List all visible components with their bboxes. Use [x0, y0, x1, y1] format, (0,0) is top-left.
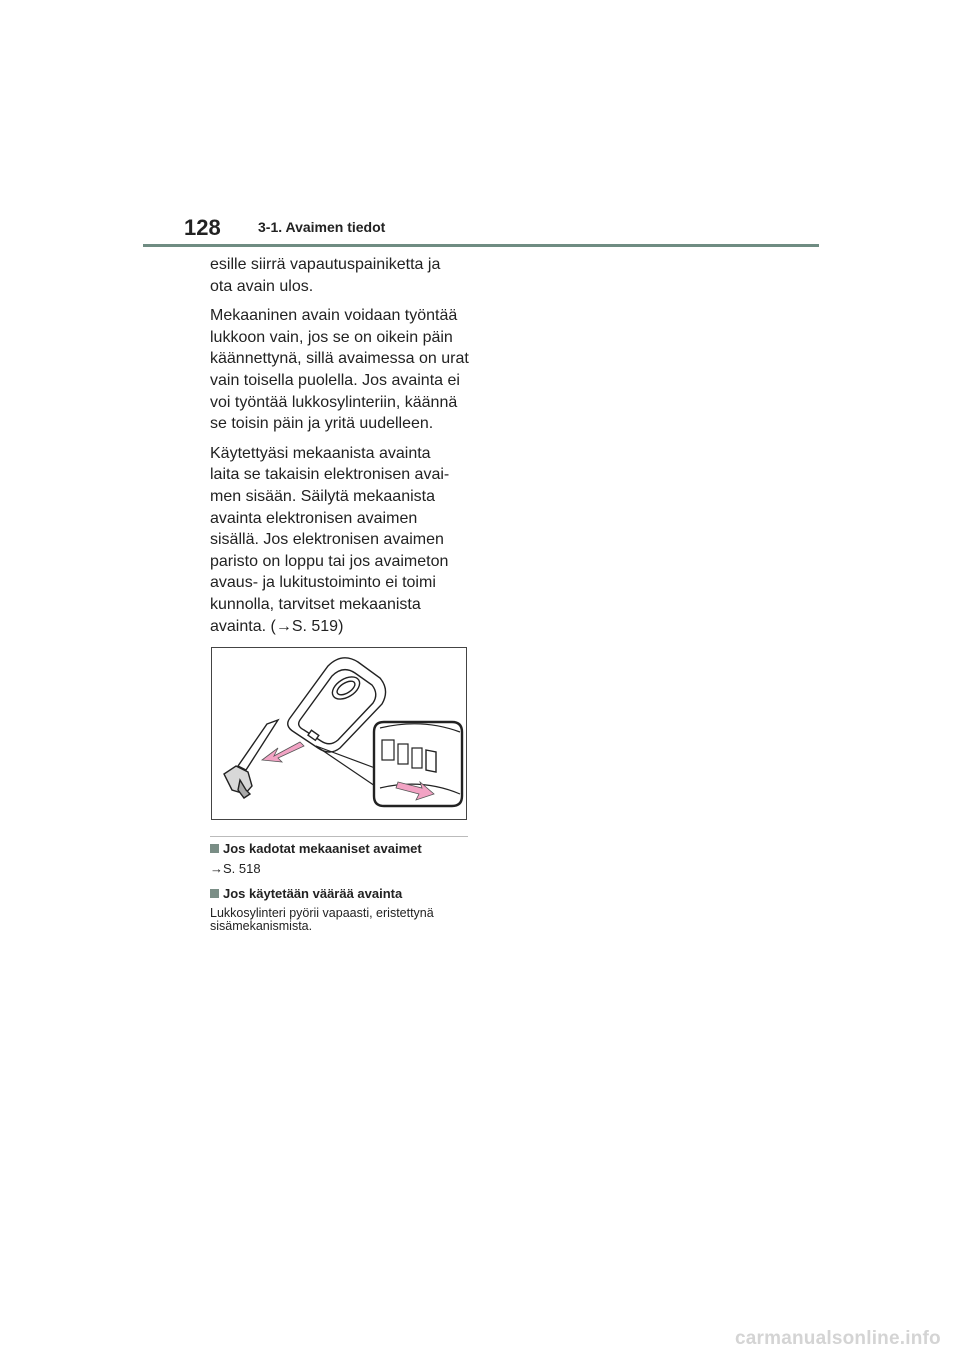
line: Käytettyäsi mekaanista avainta [210, 444, 431, 462]
watermark: carmanualsonline.info [735, 1328, 941, 1349]
key-illustration [211, 647, 467, 820]
line: Mekaaninen avain voidaan työntää [210, 307, 458, 325]
body-text [210, 254, 480, 645]
note-heading-text: Jos kadotat mekaaniset avaimet [223, 841, 422, 856]
line: vain toisella puolella. Jos avainta ei [210, 371, 460, 389]
square-bullet-icon [210, 889, 219, 898]
page-number: 128 [184, 215, 221, 240]
note-heading-wrong-key [210, 886, 402, 901]
line: käännettynä, sillä avaimessa on urat [210, 350, 469, 368]
note-text-lost-keys: →S. 518 [210, 861, 261, 876]
paragraph-2 [210, 305, 480, 435]
note-heading-lost-keys [210, 841, 422, 856]
key-fob-icon [288, 658, 386, 752]
line: avainta. (→S. 519) [210, 617, 344, 635]
notes-rule [210, 836, 468, 837]
line: voi työntää lukkosylinteriin, käännä [210, 393, 458, 411]
line: sisällä. Jos elektronisen avaimen [210, 531, 444, 549]
note-heading-text: Jos käytetään väärää avainta [223, 886, 403, 901]
header-rule [143, 244, 819, 247]
note-text-wrong-key: Lukkosylinteri pyörii vapaasti, eristettynä sisämekanismista. [210, 906, 434, 933]
line: esille siirrä vapautuspainiketta ja [210, 256, 441, 273]
paragraph-3 [210, 443, 480, 637]
section-title: 3-1. Avaimen tiedot [258, 219, 386, 235]
line: avaus- ja lukitustoiminto ei toimi [210, 574, 436, 592]
line: kunnolla, tarvitset mekaanista [210, 595, 421, 613]
line: laita se takaisin elektronisen avai- [210, 466, 450, 484]
line: ota avain ulos. [210, 277, 314, 295]
line: se toisin päin ja yritä uudelleen. [210, 415, 434, 433]
line: paristo on loppu tai jos avaimeton [210, 552, 449, 570]
paragraph-1 [210, 254, 480, 297]
pull-arrow-icon [262, 742, 304, 762]
line: men sisään. Säilytä mekaanista [210, 487, 435, 505]
key-illustration-svg [212, 648, 466, 819]
line: avainta elektronisen avaimen [210, 509, 418, 527]
line: lukkoon vain, jos se on oikein päin [210, 328, 453, 346]
square-bullet-icon [210, 844, 219, 853]
